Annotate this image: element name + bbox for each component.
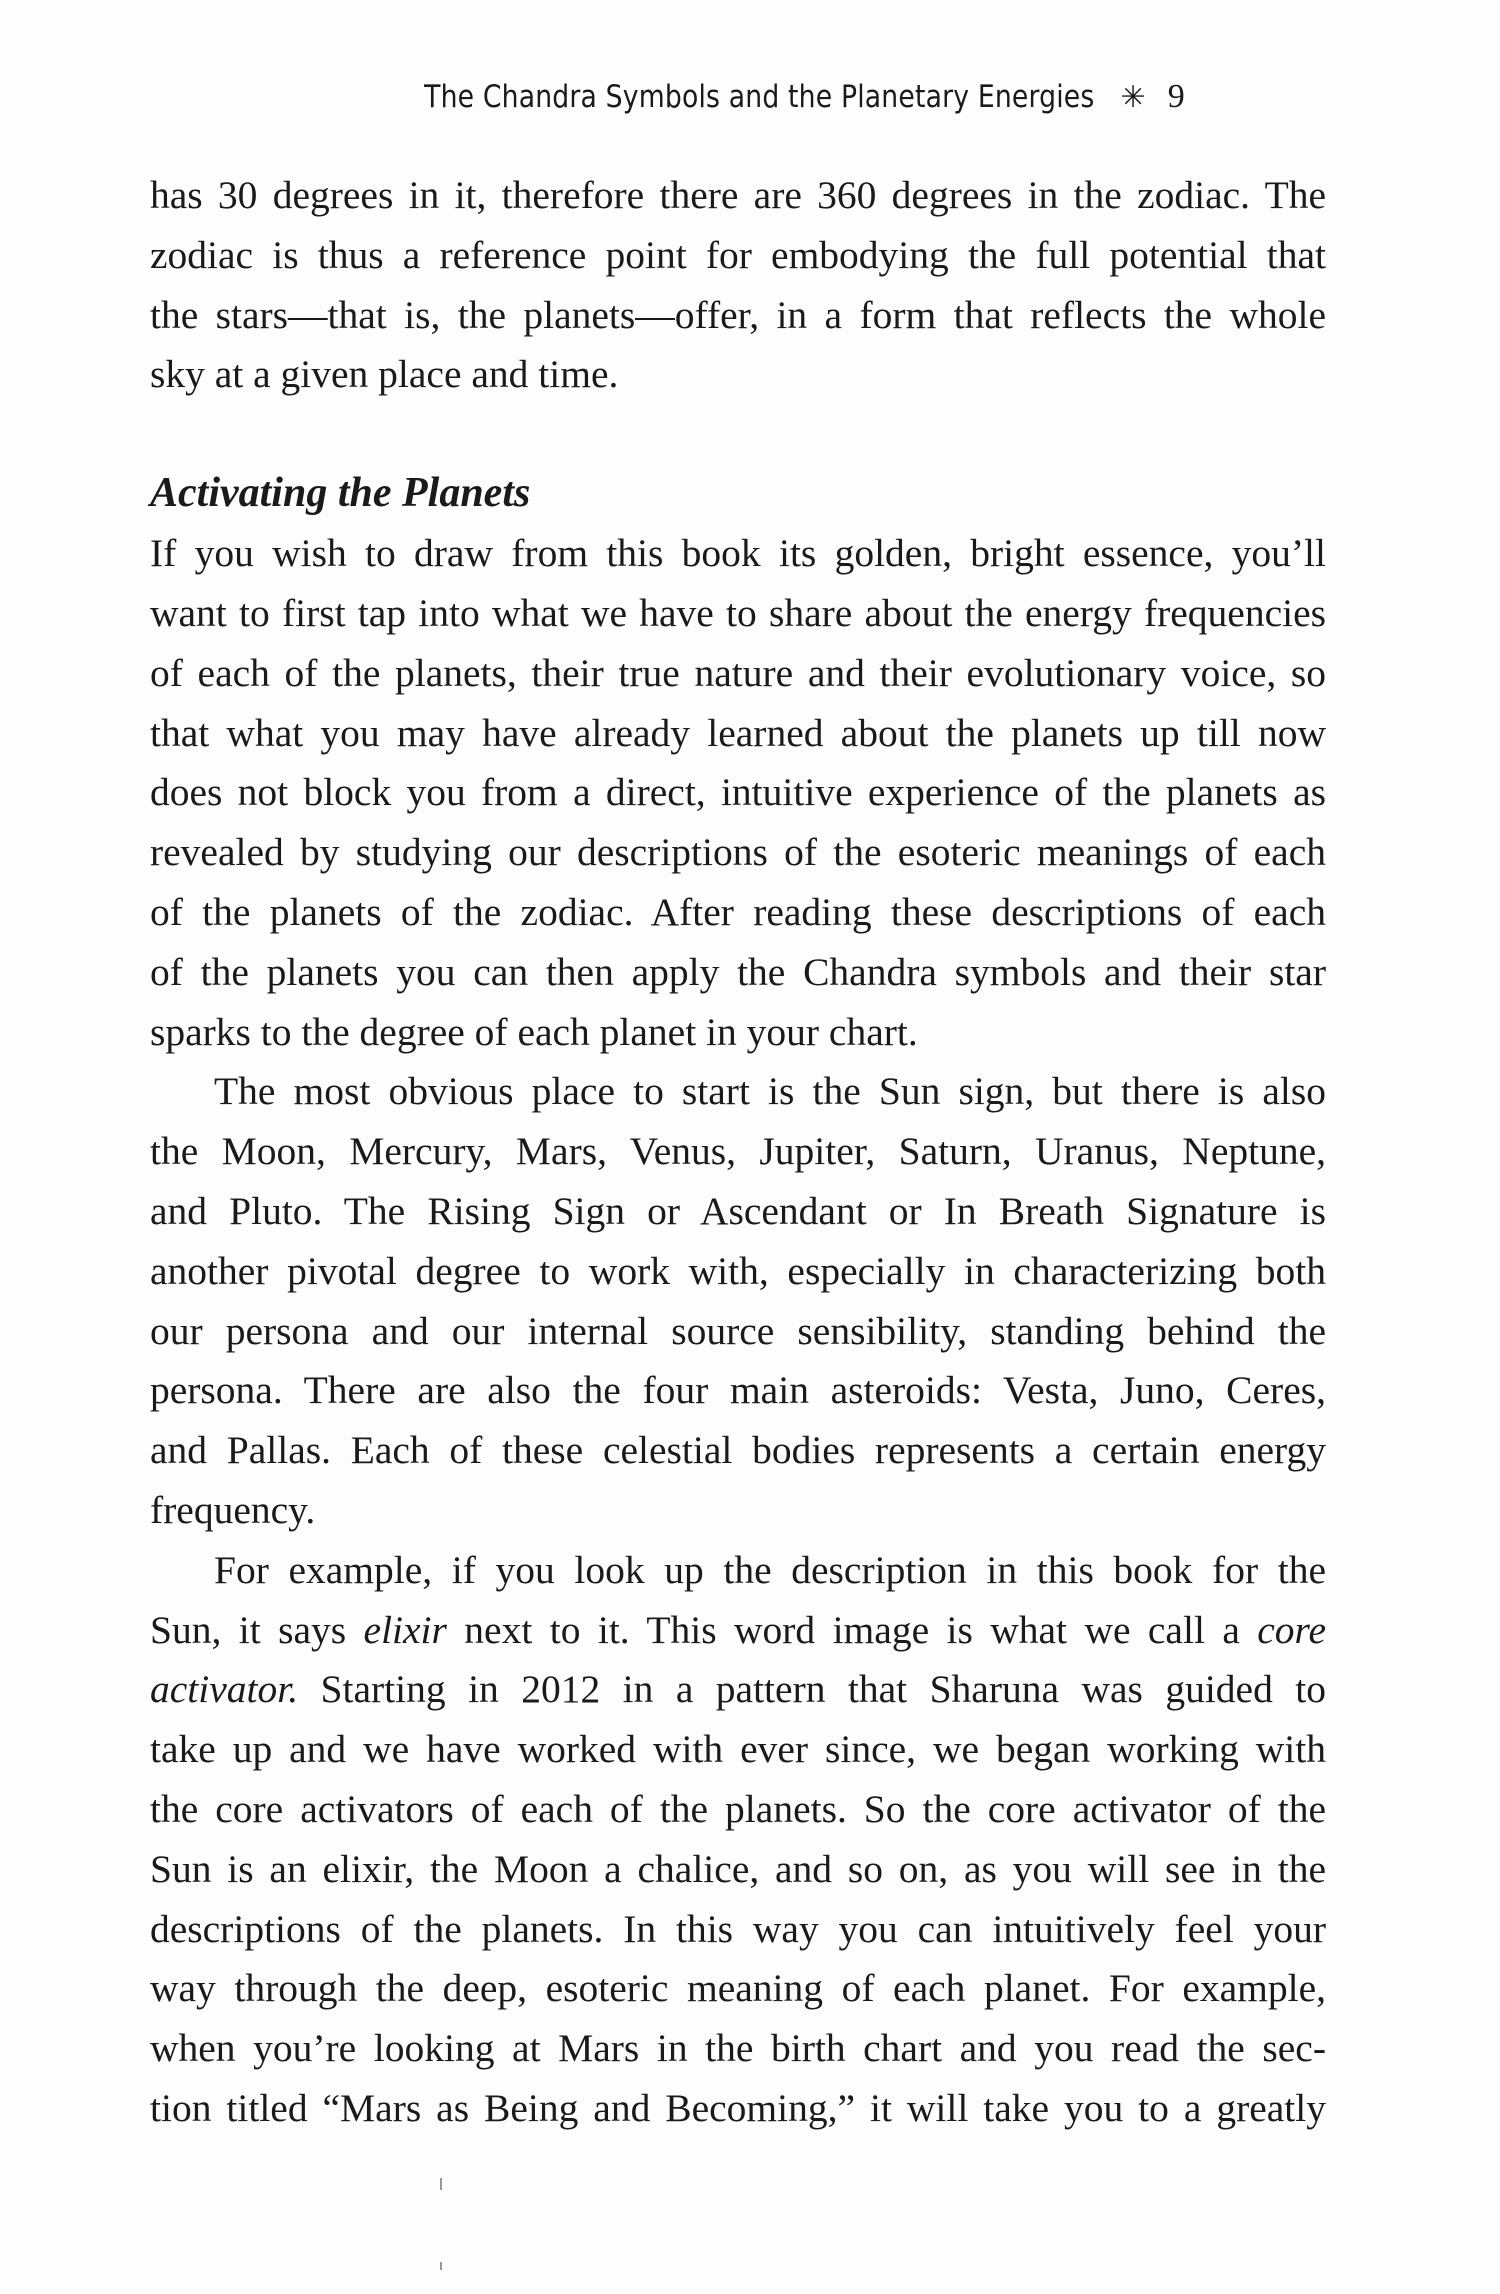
running-head xyxy=(0,78,1500,116)
text-line: the stars—that is, the planets—offer, in a form that reflects the whole xyxy=(150,292,1326,337)
asterisk-ornament-icon: ✳ xyxy=(1120,80,1146,115)
scan-speck xyxy=(440,2178,442,2190)
text-line: zodiac is thus a reference point for embodying the full potential that xyxy=(150,232,1326,277)
text-line: take up and we have worked with ever since, we began working with xyxy=(150,1727,1326,1772)
text-line: tion titled “Mars as Being and Becoming,” it will take you to a greatly xyxy=(150,2085,1326,2130)
text-line: that what you may have already learned about the planets up till now xyxy=(150,710,1326,755)
text-line: If you wish to draw from this book its golden, bright essence, you’ll xyxy=(150,531,1326,576)
page-number: 9 xyxy=(1167,78,1185,115)
text-line: descriptions of the planets. In this way you can intuitively feel your xyxy=(150,1906,1326,1951)
text-line: sparks to the degree of each planet in your chart. xyxy=(150,1009,918,1054)
text-line: The most obvious place to start is the Sun sign, but there is also xyxy=(214,1069,1326,1114)
text-line: and Pluto. The Rising Sign or Ascendant or In Breath Signature is xyxy=(150,1188,1326,1233)
text-line: another pivotal degree to work with, especially in characterizing both xyxy=(150,1248,1326,1293)
text-line: and Pallas. Each of these celestial bodies represents a certain energy xyxy=(150,1428,1326,1473)
paragraph-sun-sign xyxy=(150,1062,1326,1540)
text-line: persona. There are also the four main asteroids: Vesta, Juno, Ceres, xyxy=(150,1368,1326,1413)
text-line: does not block you from a direct, intuitive experience of the planets as xyxy=(150,770,1326,815)
emphasis-elixir: elixir xyxy=(363,1607,447,1652)
paragraph-example xyxy=(150,1541,1326,2139)
text-line xyxy=(150,1660,1326,1720)
text-line: our persona and our internal source sensibility, standing behind the xyxy=(150,1308,1326,1353)
text-line: sky at a given place and time. xyxy=(150,352,619,397)
text-run: next to it. This word image is what we call a xyxy=(446,1607,1258,1652)
intro-paragraph xyxy=(150,166,1326,405)
text-line: frequency. xyxy=(150,1487,316,1532)
emphasis-core: core xyxy=(1257,1607,1326,1652)
text-line: the core activators of each of the planets. So the core activator of the xyxy=(150,1786,1326,1831)
text-line: the Moon, Mercury, Mars, Venus, Jupiter, Saturn, Uranus, Neptune, xyxy=(150,1129,1326,1174)
running-head-title: The Chandra Symbols and the Planetary Energies xyxy=(424,79,1095,115)
text-line xyxy=(150,1601,1326,1661)
text-line: of the planets you can then apply the Chandra symbols and their star xyxy=(150,949,1326,994)
text-line: want to first tap into what we have to share about the energy frequencies xyxy=(150,590,1326,635)
text-run: Sun, it says xyxy=(150,1607,364,1652)
text-line: way through the deep, esoteric meaning of each planet. For example, xyxy=(150,1966,1326,2011)
page-body xyxy=(150,166,1326,2139)
paragraph-activating xyxy=(150,524,1326,1062)
section-heading: Activating the Planets xyxy=(150,470,531,517)
text-line: revealed by studying our descriptions of the esoteric meanings of each xyxy=(150,830,1326,875)
text-line: of each of the planets, their true nature and their evolutionary voice, so xyxy=(150,650,1326,695)
emphasis-activator: activator. xyxy=(150,1667,299,1712)
text-line: of the planets of the zodiac. After reading these descriptions of each xyxy=(150,889,1326,934)
text-line: has 30 degrees in it, therefore there are 360 degrees in the zodiac. The xyxy=(150,173,1326,217)
text-run: Starting in 2012 in a pattern that Sharuna was guided to xyxy=(298,1667,1326,1712)
text-line: Sun is an elixir, the Moon a chalice, and so on, as you will see in the xyxy=(150,1846,1326,1891)
scan-speck xyxy=(440,2262,442,2270)
text-line: when you’re looking at Mars in the birth chart and you read the sec- xyxy=(150,2026,1326,2071)
text-line: For example, if you look up the description in this book for the xyxy=(214,1547,1326,1592)
